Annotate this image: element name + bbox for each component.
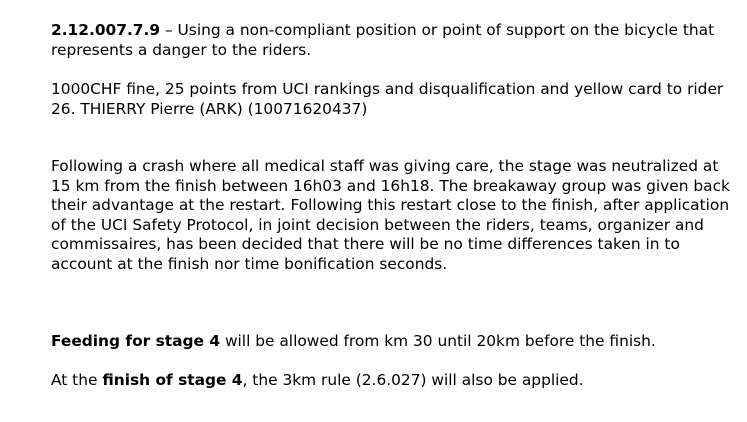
article-text: – Using a non-compliant position or point of support on the bicycle that represents a danger to the riders. [51,21,715,59]
finish-rule-bold: finish of stage 4 [102,371,243,389]
neutralization-paragraph: Following a crash where all medical staff was giving care, the stage was neutralized at 15 km from the finish between 16h03 and 16h18. The breakaway group was given back their advantage at the restart. Following this restart close to the finish, after application of the UCI Safety Protocol, in joint decision between the riders, teams, organizer and commissaires, has been decided that there will be no time differences taken in to account at the finish nor time bonification seconds. [51,157,730,273]
feeding-text: will be allowed from km 30 until 20km before the finish. [220,332,656,350]
finish-rule-text: , the 3km rule (2.6.027) will also be applied. [242,371,584,389]
sanction-paragraph: 1000CHF fine, 25 points from UCI rankings and disqualification and yellow card to rider 26. THIERRY Pierre (ARK) (10071620437) [51,80,724,118]
feeding-paragraph [51,332,656,352]
article-code: 2.12.007.7.9 [51,21,161,39]
article-paragraph [51,21,731,60]
finish-rule-prefix: At the [51,371,103,389]
feeding-bold: Feeding for stage 4 [51,332,221,350]
finish-rule-paragraph [51,371,584,391]
